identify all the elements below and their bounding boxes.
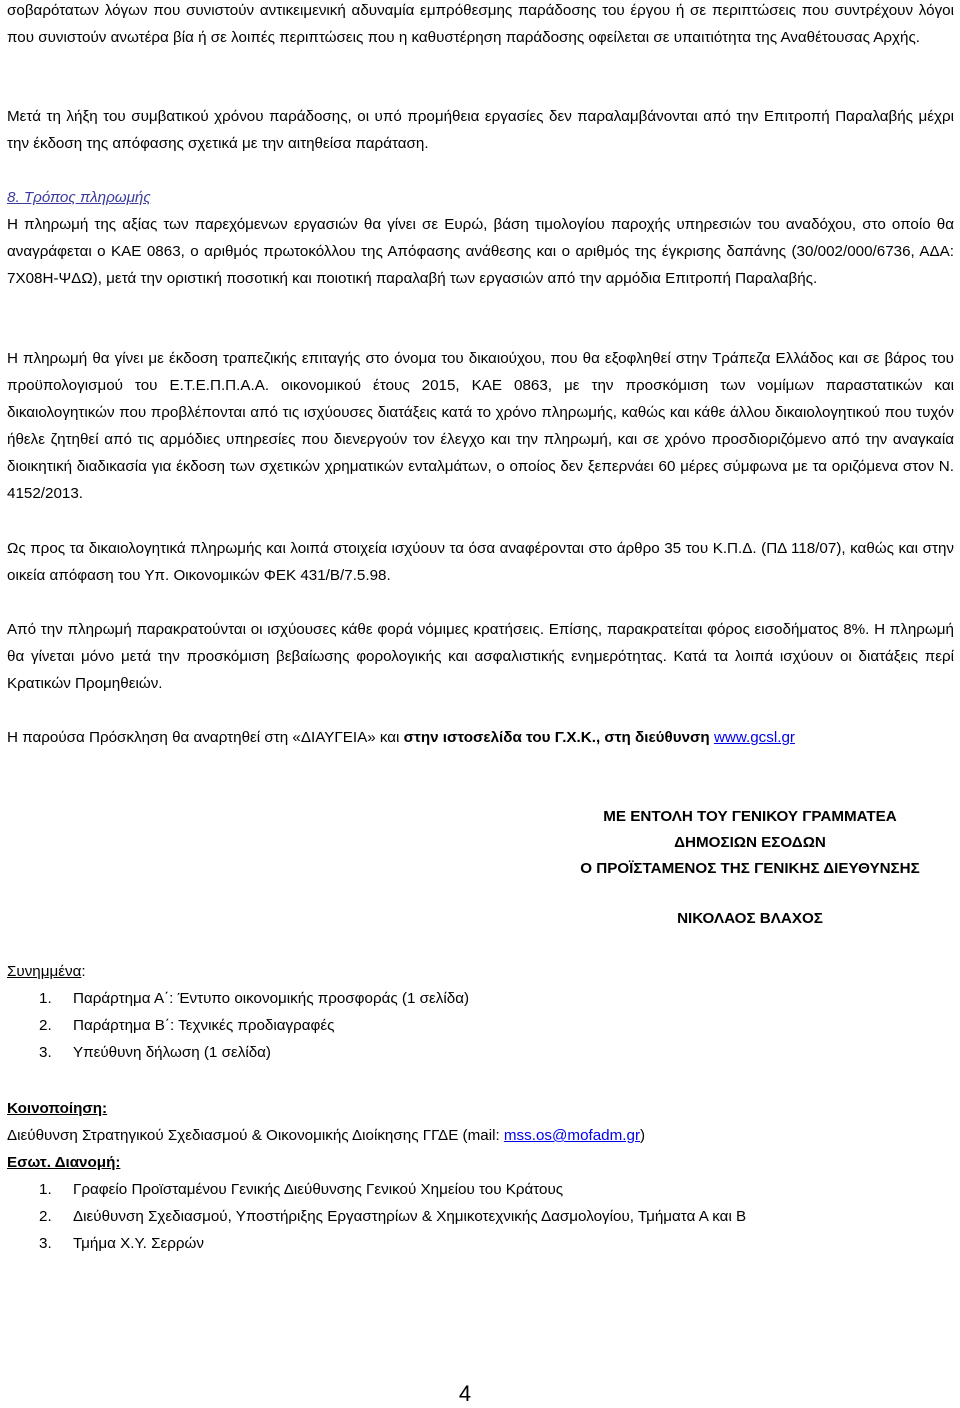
- paragraph-withholdings: Από την πληρωμή παρακρατούνται οι ισχύουσες κάθε φορά νόμιμες κρατήσεις. Επίσης, παρακρατείται φόρος εισοδήματος 8%. Η πληρωμή θα γίνεται μόνο μετά την προσκόμιση βεβαίωσης φορολογικής και ασφαλιστικής ενημερότητας. Κατά τα λοιπά ισχύουν οι διατάξεις περί Κρατικών Προμηθειών.: [7, 621, 954, 692]
- list-item-text: Υπεύθυνη δήλωση (1 σελίδα): [73, 1044, 271, 1061]
- paragraph-payment-cheque: Η πληρωμή θα γίνει με έκδοση τραπεζικής επιταγής στο όνομα του δικαιούχου, που θα εξοφληθεί στην Τράπεζα Ελλάδος και σε βάρος του προϋπολογισμού του Ε.Τ.Ε.Π.Π.Α.Α. οικονομικού έτους 2015, ΚΑΕ 0863, με την προσκόμιση των νομίμων παραστατικών και δικαιολογητικών που προβλέπονται από τις ισχύουσες διατάξεις κατά το χρόνο πληρωμής, καθώς και κάθε άλλου δικαιολογητικού που τυχόν ήθελε ζητηθεί από τις αρμόδιες υπηρεσίες που διενεργούν τον έλεγχο και την πληρωμή, και σε χρόνο προσδιοριζόμενο από την αναγκαία διοικητική διαδικασία για έκδοση των σχετικών χρηματικών ενταλμάτων, ο οποίος δεν ξεπερνάει 60 μέρες σύμφωνα με τα οριζόμενα στον Ν. 4152/2013.: [7, 350, 954, 502]
- attachments-label: Συνημμένα: [7, 963, 82, 980]
- section-heading-payment: [7, 184, 954, 211]
- website-link[interactable]: www.gcsl.gr: [713, 729, 795, 746]
- list-item-text: Τμήμα Χ.Υ. Σερρών: [73, 1235, 204, 1252]
- list-item-number: 3.: [39, 1044, 52, 1061]
- list-item-text: Παράρτημα Α΄: Έντυπο οικονομικής προσφοράς (1 σελίδα): [73, 990, 470, 1007]
- list-item-text: Παράρτημα Β΄: Τεχνικές προδιαγραφές: [73, 1017, 335, 1034]
- attachments-list: [7, 985, 954, 1066]
- publication-bold-text: στην ιστοσελίδα του Γ.Χ.Κ., στη διεύθυνση: [403, 729, 710, 746]
- paragraph-payment-documents: Ως προς τα δικαιολογητικά πληρωμής και λοιπά στοιχεία ισχύουν τα όσα αναφέρονται στο άρθρο 35 του Κ.Π.Δ. (ΠΔ 118/07), καθώς και στην οικεία απόφαση του Υπ. Οικονομικών ΦΕΚ 431/Β/7.5.98.: [7, 540, 954, 584]
- notification-section: [7, 1095, 954, 1149]
- section-heading-text: 8. Τρόπος πληρωμής: [7, 189, 151, 206]
- attachments-heading: [7, 958, 954, 985]
- list-item-number: 2.: [39, 1017, 52, 1034]
- notification-close: ): [640, 1127, 646, 1144]
- notification-label: Κοινοποίηση:: [7, 1100, 108, 1117]
- list-item: [7, 1176, 954, 1203]
- notification-recipient: Διεύθυνση Στρατηγικού Σχεδιασμού & Οικονομικής Διοίκησης ΓΓΔΕ (mail:: [7, 1127, 504, 1144]
- signature-line-2: ΔΗΜΟΣΙΩΝ ΕΣΟΔΩΝ: [674, 834, 826, 851]
- list-item-number: 1.: [39, 990, 52, 1007]
- list-item-text: Διεύθυνση Σχεδιασμού, Υποστήριξης Εργαστηρίων & Χημικοτεχνικής Δασμολογίου, Τμήματα Α και Β: [73, 1208, 747, 1225]
- signature-line-3: Ο ΠΡΟΪΣΤΑΜΕΝΟΣ ΤΗΣ ΓΕΝΙΚΗΣ ΔΙΕΥΘΥΝΣΗΣ: [580, 860, 920, 877]
- publication-text: Η παρούσα Πρόσκληση θα αναρτηθεί στη «ΔΙΑΥΓΕΙΑ» και: [7, 729, 404, 746]
- list-item: [7, 1012, 954, 1039]
- attachments-colon: :: [81, 963, 86, 980]
- internal-distribution-label: Εσωτ. Διανομή:: [7, 1154, 121, 1171]
- list-item-number: 2.: [39, 1208, 52, 1225]
- list-item: [7, 1039, 954, 1066]
- list-item-number: 3.: [39, 1235, 52, 1252]
- signature-line-1: ΜΕ ΕΝΤΟΛΗ ΤΟΥ ΓΕΝΙΚΟΥ ΓΡΑΜΜΑΤΕΑ: [603, 808, 897, 825]
- list-item-number: 1.: [39, 1181, 52, 1198]
- list-item-text: Γραφείο Προϊσταμένου Γενικής Διεύθυνσης Γενικού Χημείου του Κράτους: [73, 1181, 564, 1198]
- page-number: 4: [458, 1381, 472, 1406]
- email-link[interactable]: mss.os@mofadm.gr: [503, 1127, 641, 1144]
- list-item: [7, 985, 954, 1012]
- attachments-section: [7, 958, 954, 1066]
- paragraph-acceptance: Μετά τη λήξη του συμβατικού χρόνου παράδοσης, οι υπό προμήθεια εργασίες δεν παραλαμβάνονται από την Επιτροπή Παραλαβής μέχρι την έκδοση της απόφασης σχετικά με την αιτηθείσα παράταση.: [7, 108, 954, 152]
- paragraph-delay-reasons: σοβαρότατων λόγων που συνιστούν αντικειμενική αδυναμία εμπρόθεσμης παράδοσης του έργου ή σε περιπτώσεις που συντρέχουν λόγοι που συνιστούν ανωτέρα βία ή σε λοιπές περιπτώσεις που η καθυστέρηση παράδοσης οφείλεται σε υπαιτιότητα της Αναθέτουσας Αρχής.: [7, 2, 954, 46]
- list-item: [7, 1230, 954, 1257]
- paragraph-publication: [7, 724, 954, 751]
- notification-text: [7, 1122, 954, 1149]
- internal-distribution-section: [7, 1149, 954, 1257]
- internal-distribution-list: [7, 1176, 954, 1257]
- signatory-name: ΝΙΚΟΛΑΟΣ ΒΛΑΧΟΣ: [677, 910, 823, 927]
- paragraph-payment-value: Η πληρωμή της αξίας των παρεχόμενων εργασιών θα γίνει σε Ευρώ, βάση τιμολογίου παροχής υπηρεσιών του αναδόχου, στο οποίο θα αναγράφεται ο ΚΑΕ 0863, ο αριθμός πρωτοκόλλου της Απόφασης ανάθεσης και ο αριθμός της έγκρισης δαπάνης (30/002/000/6736, ΑΔΑ: 7Χ08Η-ΨΔΩ), μετά την οριστική ποσοτική και ποιοτική παραλαβή των εργασιών από την αρμόδια Επιτροπή Παραλαβής.: [7, 216, 954, 287]
- list-item: [7, 1203, 954, 1230]
